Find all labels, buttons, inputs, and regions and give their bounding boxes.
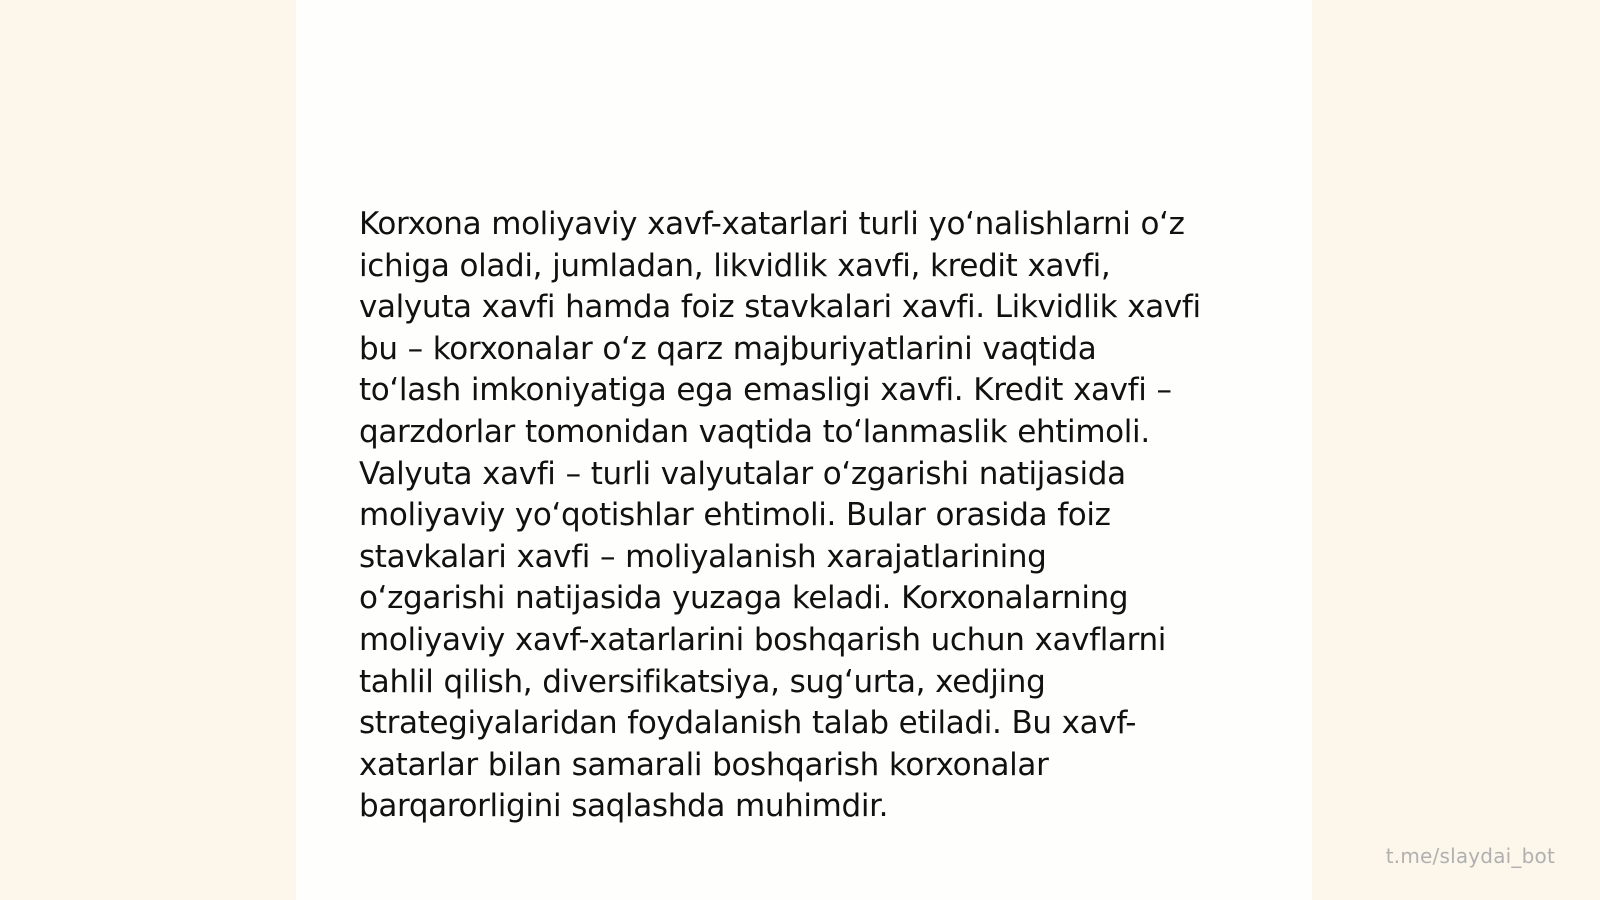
body-line: xatarlar bilan samarali boshqarish korxonalar [359,746,1049,783]
body-line: barqarorligini saqlashda muhimdir. [359,788,889,825]
body-line: moliyaviy yo‘qotishlar ehtimoli. Bular orasida foiz [359,497,1111,534]
body-line: o‘zgarishi natijasida yuzaga keladi. Korxonalarning [359,580,1129,617]
body-line: to‘lash imkoniyatiga ega emasligi xavfi. Kredit xavfi – [359,372,1172,409]
body-line: stavkalari xavfi – moliyalanish xarajatlarining [359,538,1047,575]
watermark-link[interactable]: t.me/slaydai_bot [1385,844,1555,868]
body-line: valyuta xavfi hamda foiz stavkalari xavfi. Likvidlik xavfi [359,289,1201,326]
body-line: strategiyalaridan foydalanish talab etiladi. Bu xavf- [359,705,1137,742]
body-line: tahlil qilish, diversifikatsiya, sug‘urta, xedjing [359,663,1046,700]
body-line: ichiga oladi, jumladan, likvidlik xavfi, kredit xavfi, [359,247,1111,284]
body-line: moliyaviy xavf-xatarlarini boshqarish uchun xavflarni [359,621,1167,658]
body-line: qarzdorlar tomonidan vaqtida to‘lanmaslik ehtimoli. [359,413,1150,450]
slide-body-text [359,204,1244,828]
body-line: bu – korxonalar o‘z qarz majburiyatlarini vaqtida [359,330,1097,367]
body-line: Valyuta xavfi – turli valyutalar o‘zgarishi natijasida [359,455,1126,492]
body-line: Korxona moliyaviy xavf-xatarlari turli yo‘nalishlarni o‘z [359,206,1185,242]
